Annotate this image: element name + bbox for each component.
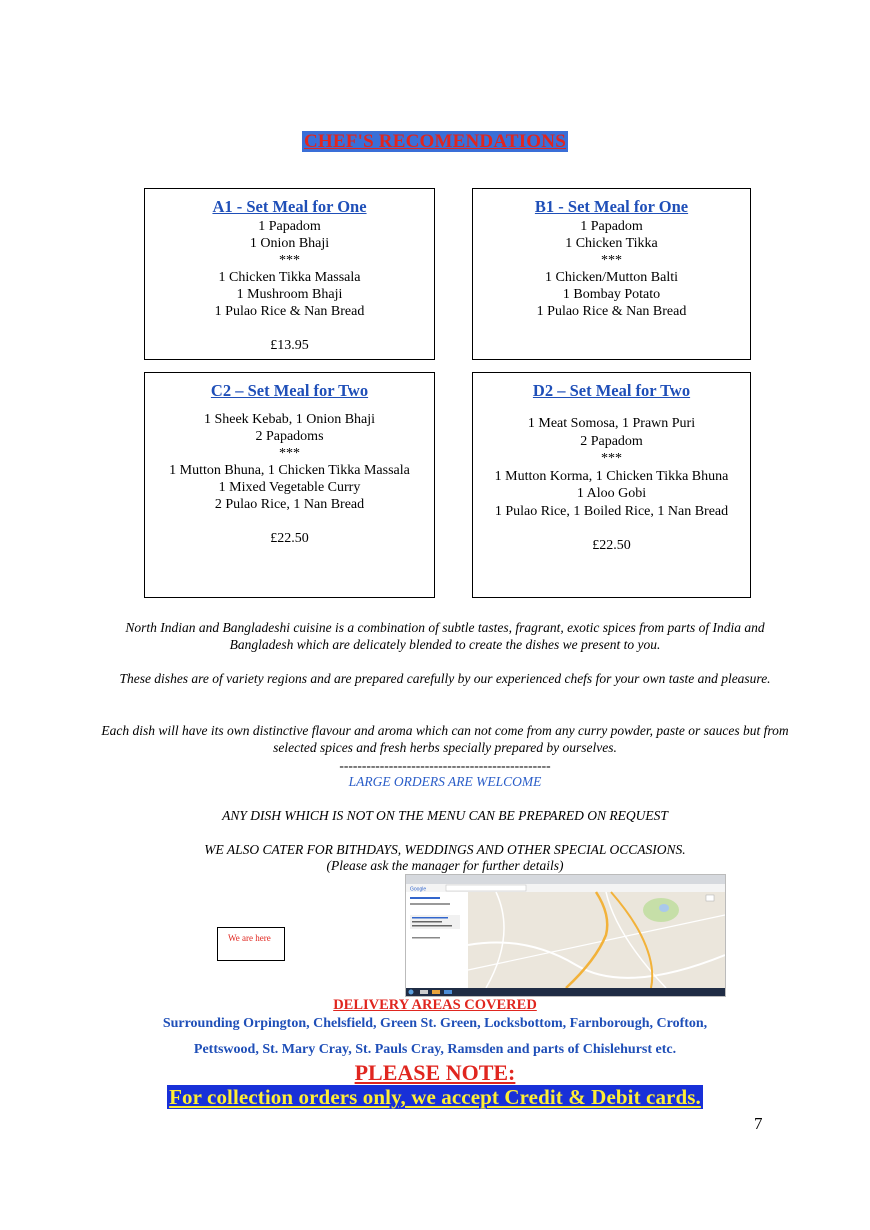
map-brand: Google (410, 886, 427, 893)
meal-line: 1 Pulao Rice & Nan Bread (214, 304, 365, 319)
meal-line: 2 Papadoms (255, 429, 324, 444)
page-number: 7 (754, 1114, 763, 1133)
collection-note (0, 1085, 870, 1110)
meal-price: £22.50 (592, 538, 631, 553)
meal-line: 1 Pulao Rice & Nan Bread (536, 304, 687, 319)
intro-paragraph: North Indian and Bangladeshi cuisine is a combination of subtle tastes, fragrant, exotic spices from parts of India and Bangladesh which are delicately blended to create the dishes we present to you. (125, 620, 765, 652)
delivery-areas-line-2: Pettswood, St. Mary Cray, St. Pauls Cray, Ramsden and parts of Chislehurst etc. (193, 1042, 677, 1057)
flavour-paragraph: Each dish will have its own distinctive flavour and aroma which can not come from any curry powder, paste or sauces but from selected spices and fresh herbs specially prepared by ourselves. (101, 723, 789, 755)
meal-heading: A1 - Set Meal for One (212, 197, 367, 216)
meal-line: 1 Mixed Vegetable Curry (218, 480, 361, 495)
meal-heading: C2 – Set Meal for Two (210, 381, 369, 400)
meal-line: 1 Mutton Bhuna, 1 Chicken Tikka Massala (169, 463, 410, 478)
catering-note: WE ALSO CATER FOR BITHDAYS, WEDDINGS AND OTHER SPECIAL OCCASIONS. (204, 842, 686, 857)
meal-box-a1 (144, 188, 435, 360)
delivery-title: DELIVERY AREAS COVERED (333, 997, 537, 1013)
meal-price: £13.95 (270, 338, 309, 353)
meal-line: 1 Chicken Tikka (565, 236, 658, 251)
please-note-title: PLEASE NOTE: (354, 1060, 516, 1085)
meal-line: 1 Mushroom Bhaji (236, 287, 343, 302)
meal-heading: D2 – Set Meal for Two (532, 381, 691, 400)
meal-line: 1 Chicken/Mutton Balti (545, 270, 678, 285)
meal-box-b1 (472, 188, 751, 360)
variety-paragraph: These dishes are of variety regions and are prepared carefully by our experienced chefs for your own taste and pleasure. (119, 671, 771, 686)
meal-line: 1 Pulao Rice, 1 Boiled Rice, 1 Nan Bread (494, 503, 729, 519)
page-title (0, 131, 870, 153)
meal-line: 1 Meat Somosa, 1 Prawn Puri (527, 416, 696, 431)
we-are-here-label: We are here (228, 933, 271, 943)
delivery-areas-line-1: Surrounding Orpington, Chelsfield, Green St. Green, Locksbottom, Farnborough, Crofton, (162, 1016, 708, 1031)
meal-line: 1 Onion Bhaji (249, 236, 330, 251)
divider-line: ----------------------------------------------- (339, 758, 551, 773)
manager-note: (Please ask the manager for further details) (326, 858, 564, 873)
meal-price: £22.50 (270, 531, 309, 546)
meal-line: 1 Bombay Potato (562, 287, 661, 302)
meal-line: 1 Papadom (258, 219, 321, 234)
meal-line: 1 Sheek Kebab, 1 Onion Bhaji (203, 412, 376, 427)
we-are-here-callout (217, 927, 285, 961)
meal-line: *** (279, 446, 300, 461)
large-orders-note: LARGE ORDERS ARE WELCOME (348, 774, 542, 789)
meal-line: *** (601, 253, 622, 268)
meal-line: 2 Pulao Rice, 1 Nan Bread (214, 497, 365, 512)
meal-line: 1 Aloo Gobi (576, 486, 647, 501)
map-screenshot (405, 874, 726, 997)
meal-line: 1 Chicken Tikka Massala (218, 270, 361, 285)
meal-box-c2 (144, 372, 435, 598)
any-dish-note: ANY DISH WHICH IS NOT ON THE MENU CAN BE PREPARED ON REQUEST (222, 808, 668, 823)
map-image (406, 875, 725, 996)
collection-note-text: For collection orders only, we accept Credit & Debit cards. (169, 1085, 701, 1109)
meal-box-d2 (472, 372, 751, 598)
meal-line: 2 Papadom (580, 433, 643, 449)
meal-line: *** (601, 451, 622, 466)
meal-line: 1 Papadom (580, 219, 643, 234)
meal-line: *** (279, 253, 300, 268)
meal-line: 1 Mutton Korma, 1 Chicken Tikka Bhuna (494, 468, 729, 484)
meal-heading: B1 - Set Meal for One (534, 197, 689, 216)
page-title-text: CHEF'S RECOMENDATIONS (304, 131, 566, 152)
